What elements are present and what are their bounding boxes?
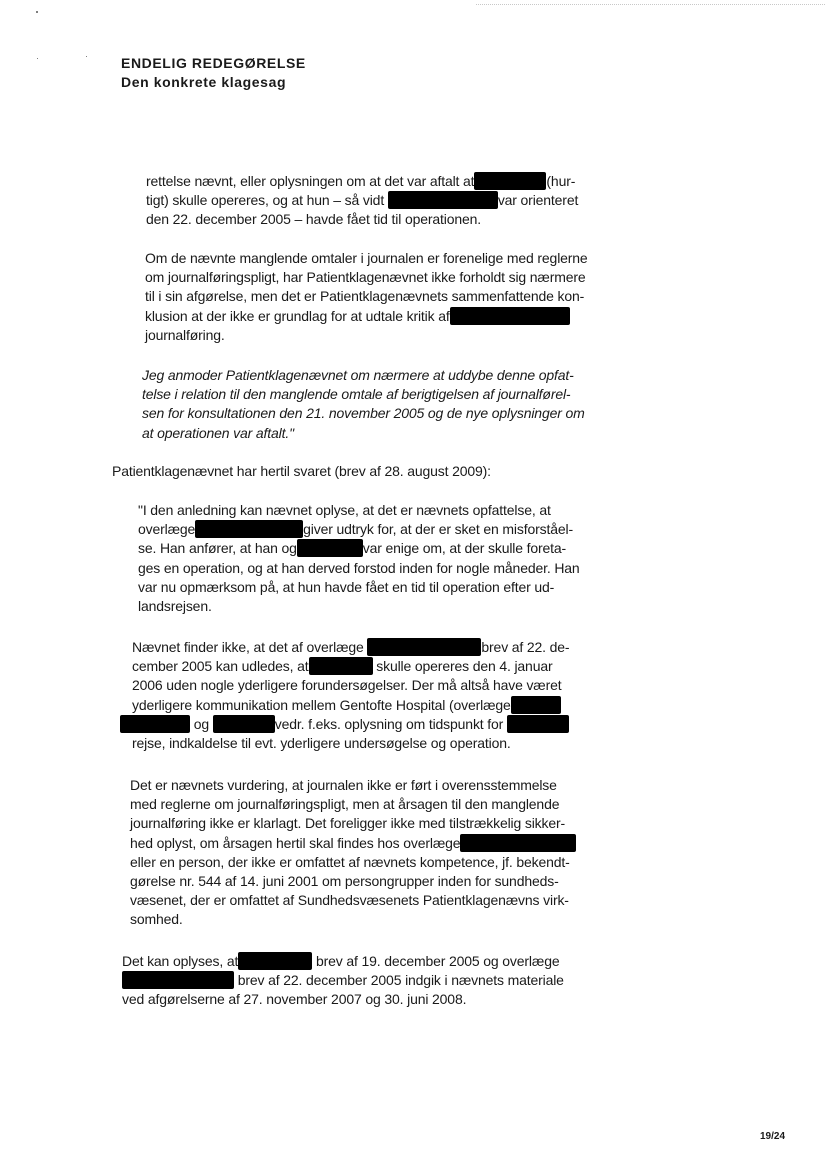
text-line: Jeg anmoder Patientklagenævnet om nærmere at uddybe denne opfat-: [142, 367, 574, 383]
text-line: Det kan oplyses, at brev af 19. december 2005 og overlæge: [122, 953, 560, 969]
redaction-bar: [507, 715, 569, 733]
text-line: klusion at der ikke er grundlag for at udtale kritik af: [145, 307, 588, 326]
redaction-bar: [367, 638, 481, 656]
redaction-bar: [213, 715, 275, 733]
text-line: overlæge giver udtryk for, at der er sket en misforståel-: [138, 521, 573, 538]
document-title: ENDELIG REDEGØRELSE: [121, 55, 306, 71]
text-line: hed oplyst, om årsagen hertil skal findes hos overlæge: [130, 834, 576, 853]
paragraph-quote: [142, 366, 585, 443]
text-line: Nævnet finder ikke, at det af overlæge brev af 22. de-: [132, 639, 570, 655]
text-line: yderligere kommunikation mellem Gentofte Hospital (overlæge: [132, 696, 569, 715]
text-line: Patientklagenævnet har hertil svaret (brev af 28. august 2009):: [112, 463, 491, 479]
text-line: 2006 uden nogle yderligere forundersøgelser. Der må altså have været: [132, 677, 562, 694]
text-line: at operationen var aftalt.": [142, 424, 294, 441]
text-line: brev af 22. december 2005 indgik i nævnets materiale: [122, 971, 564, 990]
scan-speck: [37, 58, 38, 59]
text-line: til i sin afgørelse, men det er Patientklagenævnets sammenfattende kon-: [145, 288, 585, 305]
redaction-bar: [474, 172, 546, 190]
text-line: ved afgørelserne af 27. november 2007 og 30. juni 2008.: [122, 991, 467, 1008]
paragraph: [145, 249, 588, 345]
text-line: landsrejsen.: [138, 598, 212, 615]
scan-speck: [36, 11, 38, 13]
redaction-bar: [460, 834, 576, 852]
redaction-bar: [511, 696, 561, 714]
paragraph: [122, 952, 564, 1010]
text-line: gørelse nr. 544 af 14. juni 2001 om persongrupper inden for sundheds-: [130, 873, 559, 890]
text-line: og vedr. f.eks. oplysning om tidspunkt for: [120, 715, 569, 734]
page-number: 19/24: [760, 1131, 786, 1142]
paragraph: [138, 501, 580, 616]
text-line: journalføring ikke er klarlagt. Det foreligger ikke med tilstrækkelig sikker-: [130, 815, 566, 832]
scan-speck: [86, 56, 87, 57]
text-line: somhed.: [130, 911, 183, 928]
scan-edge-line: [476, 4, 825, 5]
text-line: Det er nævnets vurdering, at journalen ikke er ført i overensstemmelse: [130, 777, 557, 793]
text-line: eller en person, der ikke er omfattet af nævnets kompetence, jf. bekendt-: [130, 853, 570, 870]
redaction-bar: [309, 657, 373, 675]
redaction-bar: [120, 715, 190, 733]
text-line: "I den anledning kan nævnet oplyse, at det er nævnets opfattelse, at: [138, 502, 551, 518]
document-header: [121, 54, 306, 92]
text-line: Om de nævnte manglende omtaler i journalen er forenelige med reglerne: [145, 250, 588, 266]
text-line: se. Han anfører, at han og var enige om, at der skulle foreta-: [138, 540, 567, 557]
text-line: rejse, indkaldelse til evt. yderligere undersøgelse og operation.: [132, 735, 511, 752]
text-line: med reglerne om journalføringspligt, men at årsagen til den manglende: [130, 796, 560, 813]
redaction-bar: [238, 952, 312, 970]
text-line: telse i relation til den manglende omtale af berigtigelsen af journalførel-: [142, 386, 571, 403]
redaction-bar: [450, 307, 570, 325]
redaction-bar: [195, 520, 303, 538]
redaction-bar: [388, 191, 498, 209]
text-line: tigt) skulle opereres, og at hun – så vidt var orienteret: [146, 192, 579, 209]
text-line: om journalføringspligt, har Patientklagenævnet ikke forholdt sig nærmere: [145, 269, 586, 286]
redaction-bar: [297, 539, 363, 557]
paragraph: [146, 172, 578, 230]
text-line: var nu opmærksom på, at hun havde fået en tid til operation efter ud-: [138, 578, 555, 595]
document-subtitle: Den konkrete klagesag: [121, 74, 287, 90]
paragraph: [130, 776, 576, 930]
text-line: væsenet, der er omfattet af Sundhedsvæsenets Patientklagenævns virk-: [130, 892, 569, 909]
redaction-bar: [122, 971, 234, 989]
paragraph: [132, 638, 569, 753]
text-line: journalføring.: [145, 326, 225, 343]
text-line: ges en operation, og at han derved forstod inden for nogle måneder. Han: [138, 559, 580, 576]
text-line: rettelse nævnt, eller oplysningen om at det var aftalt at (hur-: [146, 173, 576, 189]
paragraph: [112, 462, 491, 481]
text-line: sen for konsultationen den 21. november 2005 og de nye oplysninger om: [142, 405, 585, 422]
text-line: den 22. december 2005 – havde fået tid til operationen.: [146, 211, 481, 228]
text-line: cember 2005 kan udledes, at skulle opereres den 4. januar: [132, 658, 553, 675]
